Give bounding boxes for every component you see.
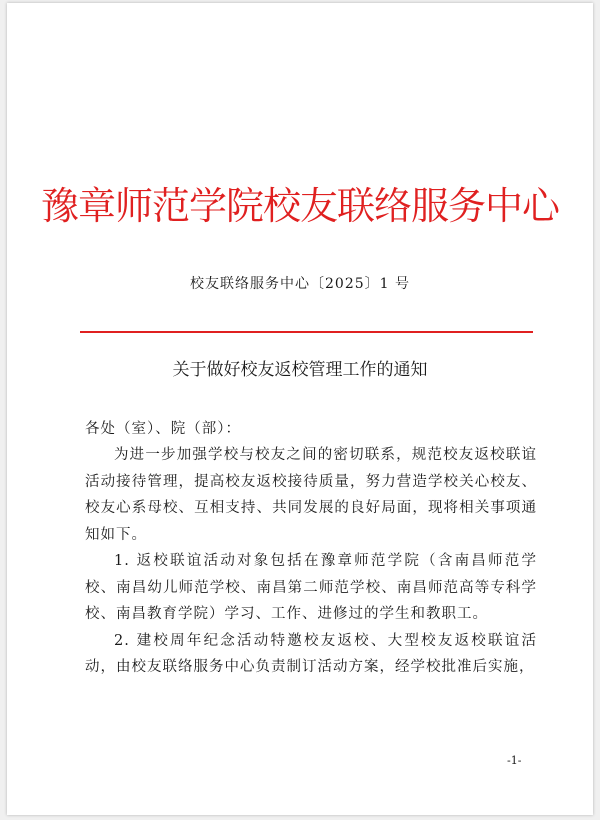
organization-title: 豫章师范学院校友联络服务中心: [40, 184, 559, 228]
salutation: 各处（室）、院（部）：: [85, 421, 241, 437]
intro-paragraph: 为进一步加强学校与校友之间的密切联系，规范校友返校联谊活动接待管理，提高校友返校接待质量，努力营造学校关心校友、校友心系母校、互相支持、共同发展的良好局面，现将相关事项通知如下。: [85, 447, 537, 543]
red-divider-line: [80, 331, 533, 333]
item-2-paragraph: 2. 建校周年纪念活动特邀校友返校、大型校友返校联谊活动，由校友联络服务中心负责制订活动方案，经学校批准后实施，: [85, 632, 537, 675]
notice-title: 关于做好校友返校管理工作的通知: [172, 360, 428, 380]
page-number: -1-: [507, 754, 522, 767]
document-number: 校友联络服务中心〔2025〕1 号: [190, 276, 410, 292]
item-1-paragraph: 1. 返校联谊活动对象包括在豫章师范学院（含南昌师范学校、南昌幼儿师范学校、南昌第二师范学校、南昌师范高等专科学校、南昌教育学院）学习、工作、进修过的学生和教职工。: [85, 553, 537, 622]
notice-body: [85, 442, 537, 681]
document-page: [7, 3, 593, 815]
